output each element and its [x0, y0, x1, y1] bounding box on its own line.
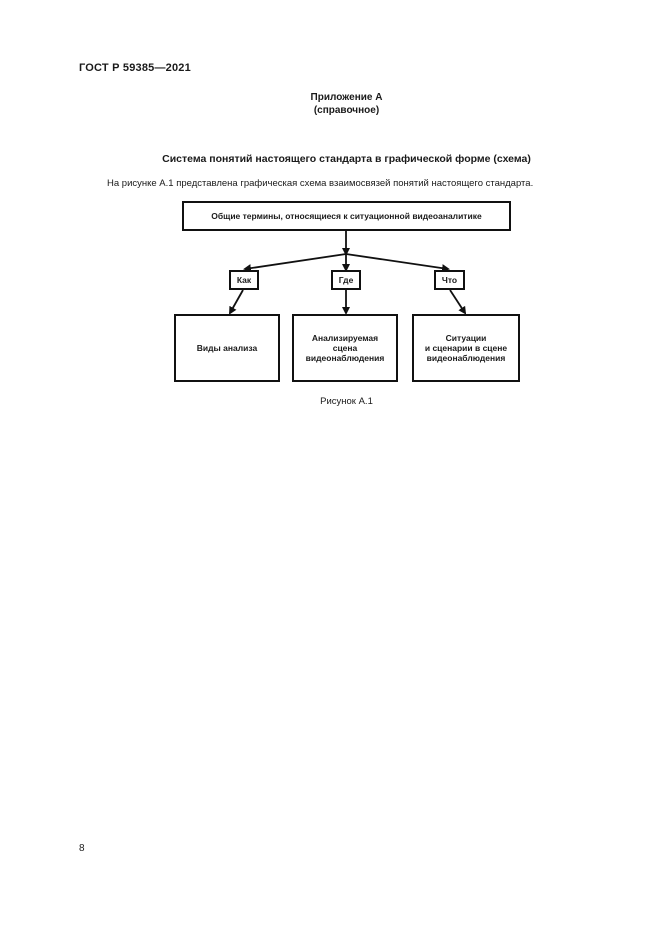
connector-kak-leaf [230, 290, 243, 313]
branch-label-kak: Как [236, 275, 252, 285]
appendix-subtitle: (справочное) [313, 105, 380, 116]
document-code: ГОСТ Р 59385—2021 [79, 62, 191, 74]
leaf-line: видеонаблюдения [305, 353, 385, 363]
leaf-box-situations [412, 314, 520, 382]
leaf-line: сцена [332, 343, 358, 353]
connector-chto-leaf [450, 290, 465, 313]
branch-label-gde: Где [338, 275, 354, 285]
diagram-root-label: Общие термины, относящиеся к ситуационной видеоаналитике [211, 211, 482, 221]
intro-paragraph: На рисунке А.1 представлена графическая схема взаимосвязей понятий настоящего стандарта. [107, 178, 534, 189]
branch-box-gde [331, 270, 361, 290]
leaf-line: и сценарии в сцене [424, 343, 508, 353]
branch-box-kak [229, 270, 259, 290]
connector-to-kak [245, 254, 346, 269]
diagram-root-box [182, 201, 511, 231]
leaf-box-analysis-types [174, 314, 280, 382]
leaf-line: видеонаблюдения [426, 353, 506, 363]
leaf-box-scene [292, 314, 398, 382]
connector-to-chto [346, 254, 448, 269]
branch-label-chto: Что [441, 275, 458, 285]
leaf-text-analysis-types: Виды анализа [196, 343, 258, 353]
page-number: 8 [79, 843, 85, 854]
leaf-line: Анализируемая [311, 333, 379, 343]
figure-caption: Рисунок А.1 [320, 396, 373, 407]
branch-box-chto [434, 270, 465, 290]
appendix-title: Приложение А [310, 92, 383, 103]
leaf-line: Ситуации [445, 333, 487, 343]
section-title: Система понятий настоящего стандарта в графической форме (схема) [162, 153, 531, 165]
